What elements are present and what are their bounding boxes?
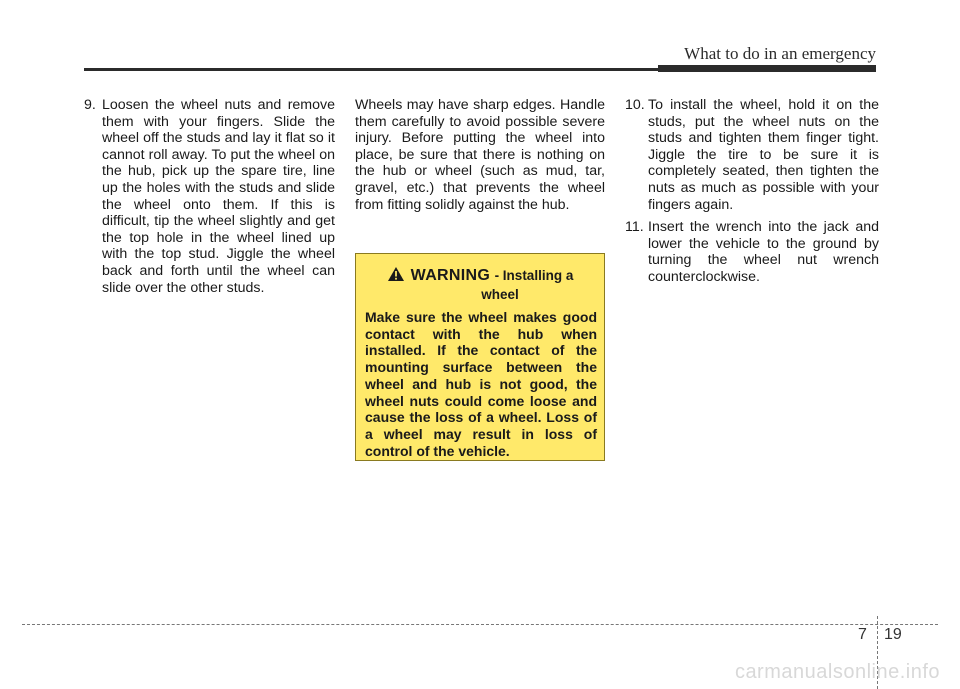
warning-word: WARNING [410, 267, 491, 284]
column-left [84, 97, 335, 302]
watermark: carmanualsonline.info [734, 661, 940, 683]
step-11-text: Insert the wrench into the jack and lower the vehicle to the ground by turning the wheel nut wrench counterclockwise. [648, 219, 879, 285]
column-middle [355, 97, 605, 213]
page-number: 19 [884, 626, 902, 643]
header-rule-thick [658, 65, 876, 72]
step-10 [625, 97, 879, 213]
warning-subtitle-a: - Installing a [494, 268, 574, 283]
step-10-text: To install the wheel, hold it on the studs, put the wheel nuts on the studs and tighten them finger tight. Jiggle the tire to be sure it is completely seated, then tighten the nuts as much as possible with your fingers again. [648, 97, 879, 213]
warning-body: Make sure the wheel makes good contact with the hub when installed. If the contact of the mounting surface between the wheel and hub is not good, the wheel nuts could come loose and cause the loss of a wheel. Loss of a wheel may result in loss of control of the vehicle. [365, 309, 597, 459]
step-9-number: 9. [84, 97, 96, 113]
step-9 [84, 97, 335, 296]
warning-box [355, 253, 605, 461]
footer-rule [22, 624, 938, 625]
step-11-number: 11. [625, 219, 644, 236]
warning-heading [356, 266, 604, 287]
page-chapter: 7 [858, 626, 867, 643]
step-9-text: Loosen the wheel nuts and remove them with your fingers. Slide the wheel off the studs and lay it flat so it cannot roll away. To put the wheel on the hub, pick up the spare tire, line up the holes with the studs and slide the wheel onto them. If this is difficult, tip the wheel slightly and get the top hole in the wheel lined up with the top stud. Jiggle the wheel back and forth until the wheel can slide over the other studs. [102, 97, 335, 296]
warning-subtitle-b: wheel [481, 287, 519, 302]
step-11 [625, 219, 879, 285]
column-right [625, 97, 879, 292]
sharp-edges-paragraph: Wheels may have sharp edges. Handle them carefully to avoid possible severe injury. Before putting the wheel into place, be sure that there is nothing on the hub or wheel (such as mud, tar, gravel, etc.) that prevents the wheel from fitting solidly against the hub. [355, 97, 605, 213]
header-title: What to do in an emergency [684, 44, 876, 63]
step-10-number: 10. [625, 97, 645, 113]
warning-triangle-icon [387, 266, 405, 287]
